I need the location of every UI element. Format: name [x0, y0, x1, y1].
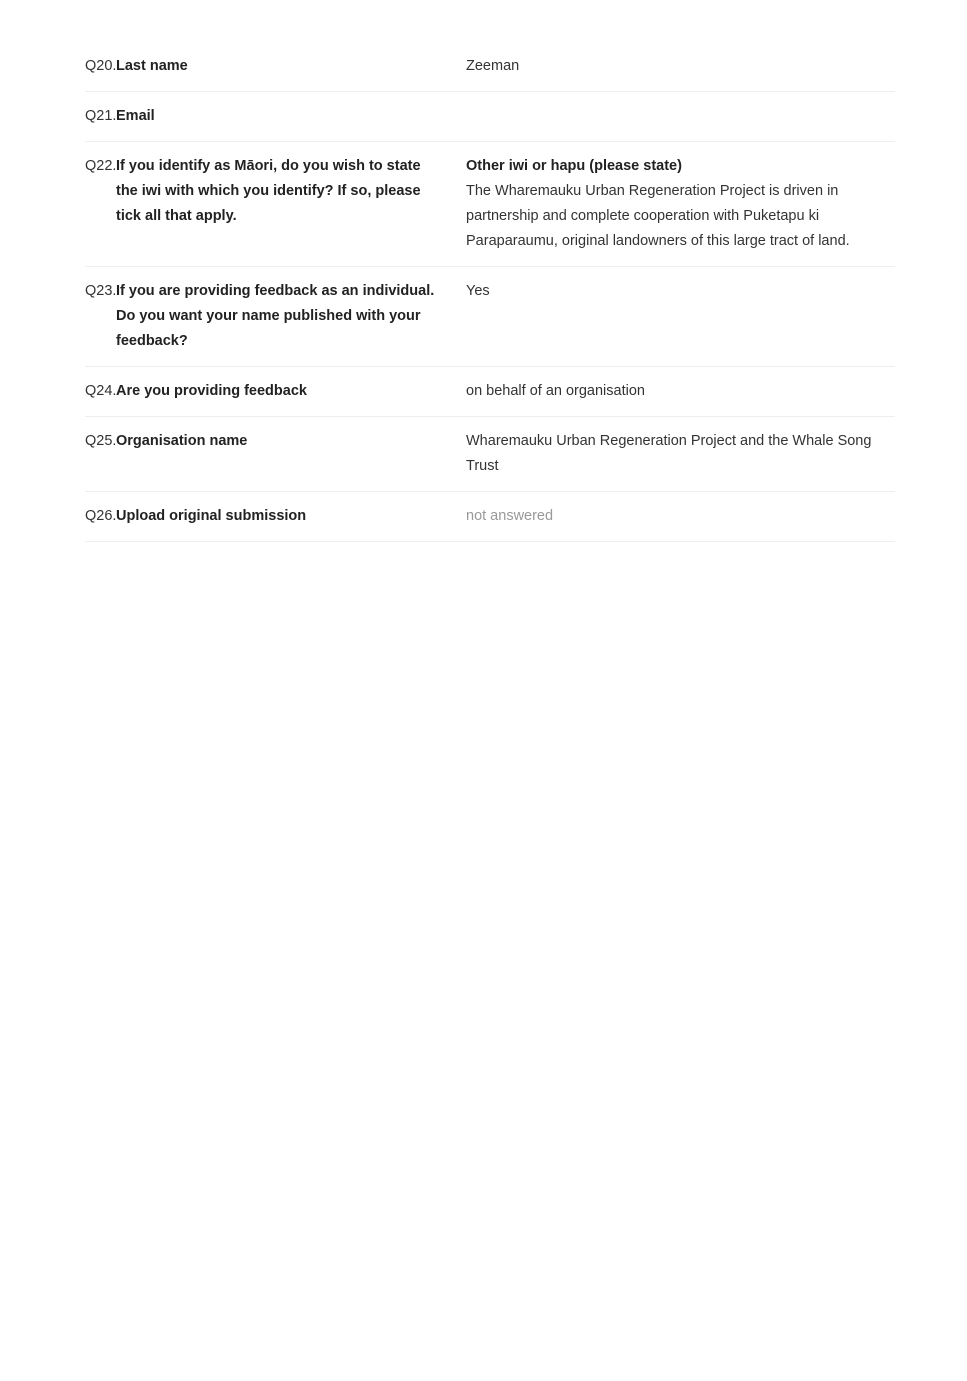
- question-row-q22: [85, 154, 895, 267]
- question-label-group: [85, 429, 466, 479]
- question-number: Q22.: [85, 158, 117, 174]
- question-row-q23: [85, 279, 895, 367]
- question-number: Q24.: [85, 383, 117, 399]
- question-label-group: [85, 154, 466, 254]
- question-row-q24: [85, 379, 895, 417]
- question-text: Last name: [116, 58, 188, 74]
- question-text: If you are providing feedback as an individual. Do you want your name published with your feedback?: [116, 283, 435, 349]
- question-text: Upload original submission: [116, 508, 307, 524]
- question-row-q25: [85, 429, 895, 492]
- question-number: Q21.: [85, 108, 117, 124]
- answer-value: [466, 104, 895, 129]
- question-text: Email: [116, 108, 155, 124]
- question-text: Organisation name: [116, 433, 248, 449]
- question-label-group: [85, 379, 466, 404]
- answer-value: on behalf of an organisation: [466, 383, 645, 399]
- question-label-group: [85, 504, 466, 529]
- answer-value: Yes: [466, 283, 490, 299]
- question-row-q21: [85, 104, 895, 142]
- question-number: Q20.: [85, 58, 117, 74]
- answer-block: [466, 154, 895, 254]
- answer-option-title: Other iwi or hapu (please state): [466, 158, 682, 174]
- question-label-group: [85, 104, 466, 129]
- question-row-q20: [85, 54, 895, 92]
- question-number: Q23.: [85, 283, 117, 299]
- survey-response-page: [85, 54, 895, 554]
- answer-value: [466, 504, 895, 529]
- question-label-group: [85, 54, 466, 79]
- question-text: If you identify as Māori, do you wish to state the iwi with which you identify? If so, please tick all that apply.: [116, 158, 421, 224]
- question-text: Are you providing feedback: [116, 383, 307, 399]
- answer-value: Zeeman: [466, 58, 520, 74]
- question-label-group: [85, 279, 466, 354]
- question-number: Q26.: [85, 508, 117, 524]
- answer-value: Wharemauku Urban Regeneration Project and the Whale Song Trust: [466, 433, 872, 474]
- not-answered-text: not answered: [466, 508, 554, 524]
- question-row-q26: [85, 504, 895, 542]
- answer-value: The Wharemauku Urban Regeneration Project is driven in partnership and complete cooperation with Puketapu ki Paraparaumu, original landowners of this large tract of land.: [466, 183, 850, 249]
- question-number: Q25.: [85, 433, 117, 449]
